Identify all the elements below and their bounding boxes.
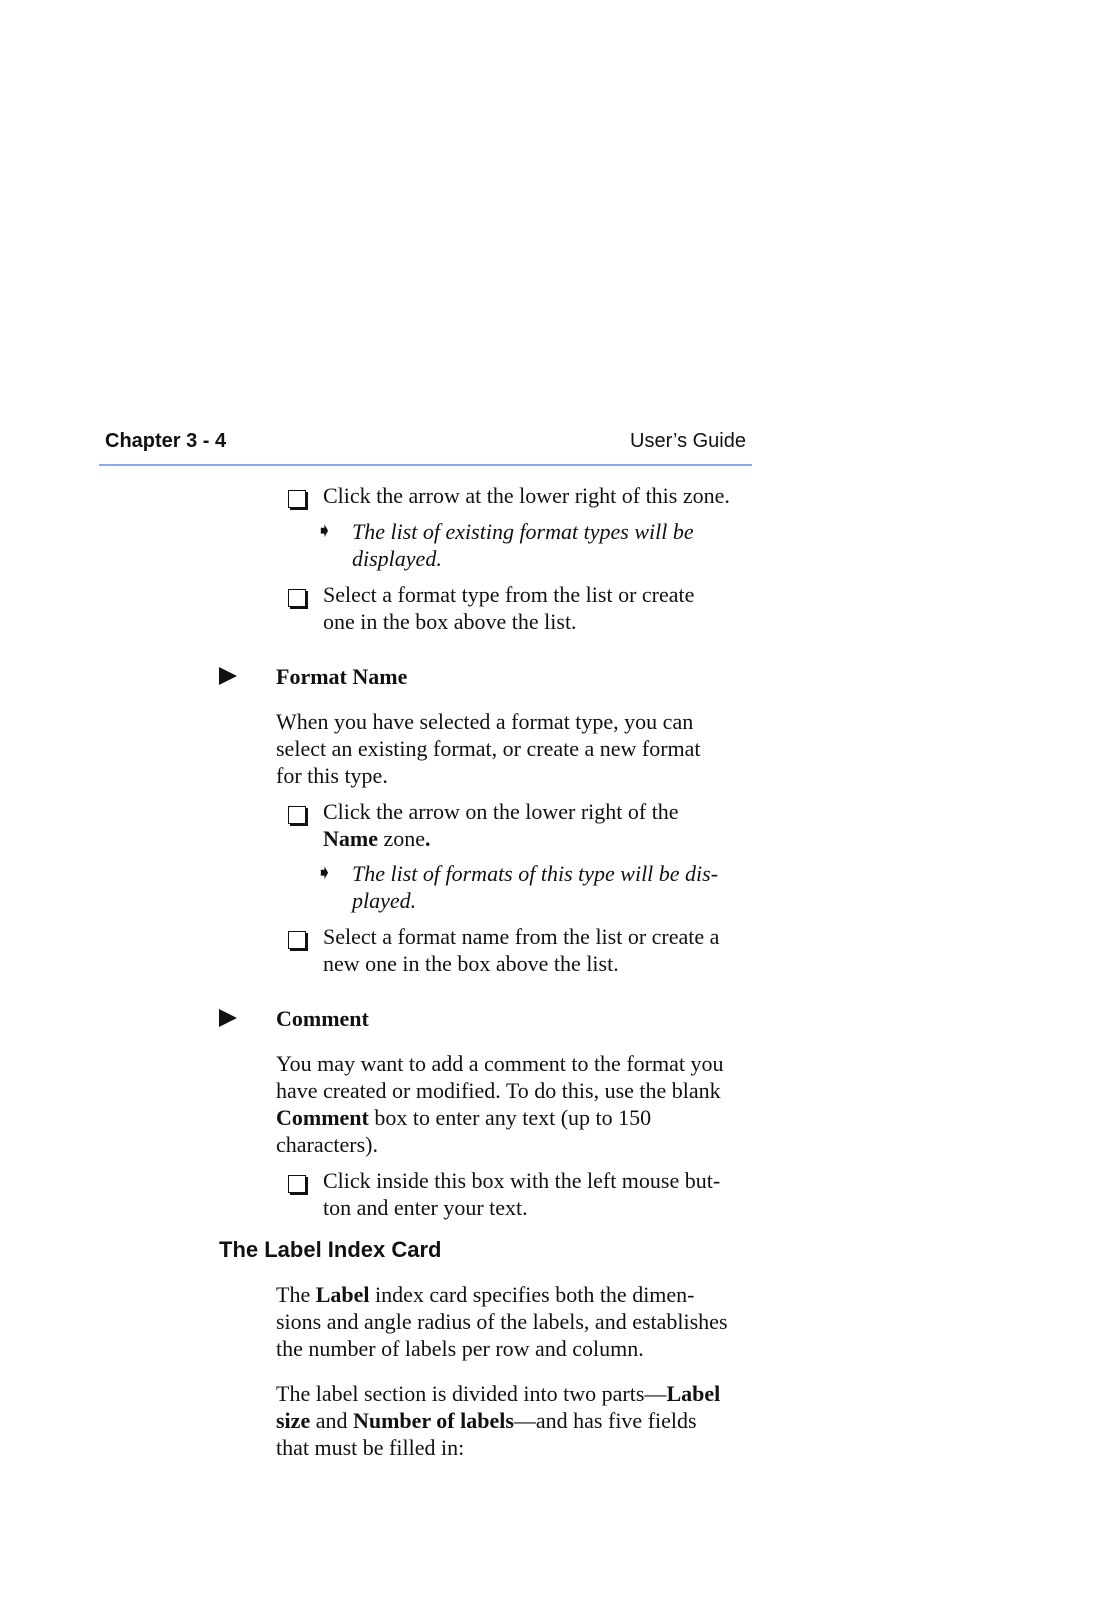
result-line: The list of formats of this type will be dis-	[352, 861, 719, 886]
bold-term: Comment	[276, 1105, 369, 1130]
result-arrow-icon: ➧	[316, 862, 333, 884]
paragraph-line	[276, 1281, 728, 1308]
step-text: Select a format type from the list or create	[323, 582, 695, 607]
section-triangle-icon	[219, 1009, 237, 1027]
step-click-inside-box	[323, 1167, 720, 1221]
step-text: one in the box above the list.	[323, 609, 577, 634]
step-text: Select a format name from the list or create a	[323, 924, 720, 949]
paragraph-line	[276, 1407, 720, 1434]
bold-period: .	[425, 826, 431, 851]
bold-term: Number of labels	[352, 1408, 514, 1433]
paragraph-line: sions and angle radius of the labels, and establishes	[276, 1309, 728, 1334]
result-line: played.	[352, 888, 417, 913]
chapter-label: Chapter 3 - 4	[105, 430, 227, 452]
step-text	[323, 825, 679, 852]
step-text: Click inside this box with the left mouse but-	[323, 1168, 721, 1193]
bold-term: Name	[323, 826, 378, 851]
checkbox-icon	[288, 806, 306, 824]
bold-term: Label	[315, 1282, 370, 1307]
paragraph-line: have created or modified. To do this, use the blank	[276, 1078, 721, 1103]
label-index-card-heading: The Label Index Card	[219, 1237, 442, 1262]
label-card-paragraph-2	[276, 1380, 720, 1461]
step-text: ton and enter your text.	[323, 1195, 528, 1220]
result-line: The list of existing format types will be	[352, 519, 694, 544]
text-span: index card specifies both the dimen-	[369, 1282, 695, 1307]
label-card-paragraph-1	[276, 1281, 728, 1362]
text-span: and	[310, 1408, 353, 1433]
paragraph-line	[276, 1380, 720, 1407]
paragraph-line: that must be filled in:	[276, 1435, 465, 1460]
checkbox-icon	[288, 589, 306, 607]
bold-term: size	[276, 1408, 311, 1433]
step-text-rest: zone	[377, 826, 426, 851]
result-line: displayed.	[352, 546, 442, 571]
result-arrow-icon: ➧	[316, 520, 333, 542]
result-formats-list	[352, 860, 718, 914]
paragraph-line: characters).	[276, 1132, 378, 1157]
text-span: The	[276, 1282, 316, 1307]
comment-paragraph	[276, 1050, 723, 1158]
paragraph-line	[276, 1104, 723, 1131]
paragraph-line: the number of labels per row and column.	[276, 1336, 644, 1361]
bold-term: Label	[666, 1381, 721, 1406]
paragraph-line: select an existing format, or create a new format	[276, 736, 701, 761]
step-text: Click the arrow at the lower right of this zone.	[323, 483, 730, 508]
page-header	[99, 426, 752, 466]
checkbox-icon	[288, 1175, 306, 1193]
paragraph-line: When you have selected a format type, you can	[276, 709, 694, 734]
step-click-name-arrow	[323, 798, 679, 852]
step-select-format-type	[323, 581, 694, 635]
paragraph-rest: box to enter any text (up to 150	[368, 1105, 652, 1130]
guide-title: User’s Guide	[630, 430, 746, 452]
checkbox-icon	[288, 931, 306, 949]
comment-heading: Comment	[276, 1006, 369, 1031]
result-format-types	[352, 518, 694, 572]
text-span: The label section is divided into two parts—	[276, 1381, 667, 1406]
checkbox-icon	[288, 490, 306, 508]
format-name-paragraph	[276, 708, 701, 789]
step-click-arrow	[323, 482, 730, 509]
step-text: Click the arrow on the lower right of the	[323, 799, 679, 824]
paragraph-line: for this type.	[276, 763, 388, 788]
text-span: —and has five fields	[513, 1408, 697, 1433]
format-name-heading: Format Name	[276, 664, 408, 689]
step-select-format-name	[323, 923, 719, 977]
section-triangle-icon	[219, 667, 237, 685]
step-text: new one in the box above the list.	[323, 951, 619, 976]
paragraph-line: You may want to add a comment to the format you	[276, 1051, 724, 1076]
